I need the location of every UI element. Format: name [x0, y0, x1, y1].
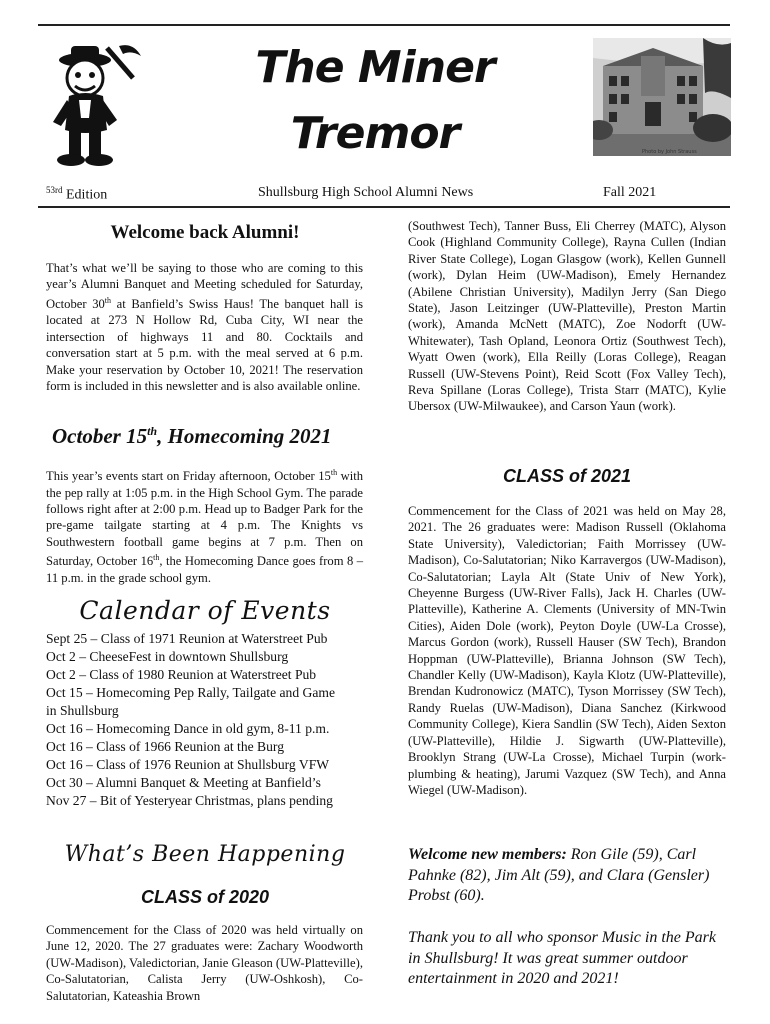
- calendar-item: Nov 27 – Bit of Yesteryear Christmas, plans pending: [46, 793, 333, 808]
- calendar-item: Oct 2 – CheeseFest in downtown Shullsburg: [46, 649, 289, 664]
- edition: [46, 185, 107, 204]
- welcome-heading: Welcome back Alumni!: [110, 222, 300, 243]
- edition-label: Edition: [66, 187, 108, 203]
- class-2020-body: Commencement for the Class of 2020 was held virtually on June 12, 2020. The 27 graduates were: Zachary Woodworth (UW-Madison), Valedictorian, Janie Gleason (UW-Platteville), Co-Salutatorian, Calista Jerry (UW-Oshkosh), Co-Salutatorian, Kateashia Brown: [46, 923, 363, 1003]
- class-2020-heading: CLASS of 2020: [140, 887, 270, 907]
- calendar-list: [46, 630, 376, 810]
- calendar-item: Oct 2 – Class of 1980 Reunion at Waterstreet Pub: [46, 667, 317, 682]
- top-rule: [38, 24, 730, 26]
- calendar-item: Oct 16 – Class of 1966 Reunion at the Burg: [46, 739, 284, 754]
- masthead-title-line1: The Miner: [255, 42, 495, 93]
- school-building-photo: [593, 38, 731, 156]
- sponsor-thanks: Thank you to all who sponsor Music in the Park in Shullsburg! It was great summer outdoor entertainment in 2020 and 2021!: [408, 929, 716, 987]
- photo-credit: Photo by John Strauss: [642, 149, 697, 155]
- happening-heading: What’s Been Happening: [64, 842, 346, 867]
- homecoming-body: This year’s events start on Friday afternoon, October 15th with the pep rally at 1:05 p.m. in the High School Gym. The parade follows right after at 2:00 p.m. Head up to Badger Park for the pre-game tailgate starting at 4 p.m. The Knights vs Southwestern football game begins at 7 p.m. Then on Saturday, October 16th, the Homecoming Dance goes from 8 – 11 p.m. in the grade school gym.: [46, 468, 363, 585]
- new-members: [408, 845, 730, 907]
- miner-mascot-icon: [45, 38, 145, 173]
- new-members-lead: Welcome new members:: [408, 846, 567, 863]
- newsletter-subtitle: Shullsburg High School Alumni News: [258, 185, 474, 200]
- calendar-heading: Calendar of Events: [79, 596, 331, 625]
- masthead-rule: [38, 206, 730, 208]
- calendar-item: Oct 15 – Homecoming Pep Rally, Tailgate and Game in Shullsburg: [46, 685, 335, 718]
- class-2021-body: Commencement for the Class of 2021 was held on May 28, 2021. The 26 graduates were: Madison Russell (Oklahoma State University), Valedictorian; Faith Morrissey (UW-Madison), Co-Salutatorian; Niko Karravergos (UW-Madison), Co-Salutatorian; Layla Alt (State Univ of New York), Cheyenne Burgess (UW-River Falls), Jack H. Charles (UW-Platteville), Katherine A. Clements (University of MN-Twin Cities), Aiden Dole (work), Peyton Doyle (UW-La Crosse), Marcus Gordon (work), Russell Hauser (SW Tech), Brandon Hoppman (UW-Platteville), Brianna Johnson (SW Tech), Chandler Kelly (UW-Madison), Kayla Klotz (UW-Platteville), Brendan Kudronowicz (MATC), Tyson Morrissey (SW Tech), Randy Ruelas (UW-Madison), Diana Sanchez (Kirkwood Community College), Kiera Sandlin (SW Tech), Aiden Sexton (UW-Platteville), Hildie J. Sigwarth (UW-Platteville), Brooklyn Strang (UW-La Crosse), Michael Turpin (work-plumbing & heating), Jarumi Vazquez (SW Tech), and Anna Wiegel (UW-Madison).: [408, 504, 726, 797]
- edition-number: 53rd: [46, 185, 63, 195]
- new-members-names: Ron Gile (59), Carl Pahnke (82), Jim Alt (59), and Clara (Gensler) Probst (60).: [408, 846, 710, 904]
- calendar-item: Sept 25 – Class of 1971 Reunion at Waterstreet Pub: [46, 631, 328, 646]
- calendar-item: Oct 30 – Alumni Banquet & Meeting at Banfield’s: [46, 775, 321, 790]
- calendar-item: Oct 16 – Homecoming Dance in old gym, 8-11 p.m.: [46, 721, 330, 736]
- welcome-body: That’s what we’ll be saying to those who are coming to this year’s Alumni Banquet and Meeting scheduled for Saturday, October 30th at Banfield’s Swiss Haus! The banquet hall is located at 273 N Hollow Rd, Cuba City, WI near the intersection of highways 11 and 80. Cocktails and conversation start at 5 p.m. with the meal served at 6 p.m. Make your reservation by October 10, 2021! The reservation form is included in this newsletter and is also available online.: [46, 261, 363, 394]
- masthead-title-line2: Tremor: [290, 108, 460, 159]
- calendar-item: Oct 16 – Class of 1976 Reunion at Shullsburg VFW: [46, 757, 330, 772]
- issue-date: Fall 2021: [603, 185, 657, 200]
- class-2021-heading: CLASS of 2021: [502, 466, 632, 486]
- homecoming-heading: October 15th, Homecoming 2021: [52, 424, 332, 448]
- class-2020-continued: (Southwest Tech), Tanner Buss, Eli Cherrey (MATC), Alyson Cook (Highland Community College), Rayna Cullen (Indian River State College), Logan Glasgow (work), Kellen Gunnell (work), Dylan Heim (UW-Madison), Emely Hernandez (Abilene Christian University), Madilyn Jerry (San Diego State), Jason Leitzinger (UW-Platteville), Preston Martin (work), Amanda McNett (MATC), Zoe Nodorft (UW-Whitewater), Tash Opland, Leonora Ortiz (Southwest Tech), Wyatt Owen (work), Ella Reilly (Loras College), Reagan Russell (UW-Stevens Point), Reid Scott (Fox Valley Tech), Reva Spillane (Loras College), Trista Starr (MATC), Kylie Ubersox (UW-Milwaukee), and Carson Yaun (work).: [408, 219, 726, 414]
